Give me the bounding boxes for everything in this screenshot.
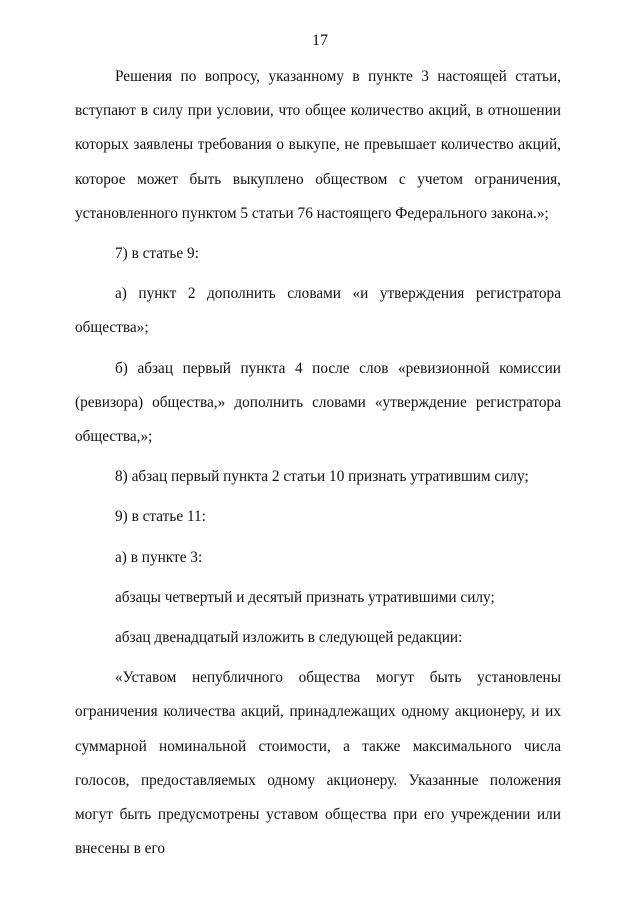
- paragraph-item-9: 9) в статье 11:: [115, 508, 206, 526]
- paragraph-abzac-12: абзац двенадцатый изложить в следующей редакции:: [115, 629, 463, 647]
- paragraph-item-7a: а) пункт 2 дополнить словами «и утверждения регистратора общества»;: [75, 285, 561, 337]
- paragraph-charter-quote: «Уставом непубличного общества могут быть установлены ограничения количества акций, принадлежащих одному акционеру, и их суммарной номинальной стоимости, а также максимального числа голосов, предоставляемых одному акционеру. Указанные положения могут быть предусмотрены уставом общества при его учреждении или внесены в его: [75, 669, 561, 858]
- paragraph-item-7: 7) в статье 9:: [115, 245, 199, 263]
- paragraph-item-7b: б) абзац первый пункта 4 после слов «ревизионной комиссии (ревизора) общества,» дополнить словами «утверждение регистратора общества,»;: [75, 359, 561, 446]
- paragraph-item-8: 8) абзац первый пункта 2 статьи 10 признать утратившим силу;: [115, 468, 529, 486]
- paragraph-abzacy-repeal: абзацы четвертый и десятый признать утратившими силу;: [115, 588, 495, 606]
- page-number: 17: [312, 32, 328, 49]
- paragraph-decisions-effect: Решения по вопросу, указанному в пункте 3 настоящей статьи, вступают в силу при условии, что общее количество акций, в отношении которых заявлены требования о выкупе, не превышает количество акций, которое может быть выкуплено обществом с учетом ограничения, установленного пунктом 5 статьи 76 настоящего Федерального закона.»;: [75, 68, 561, 222]
- paragraph-item-9a: а) в пункте 3:: [115, 548, 203, 566]
- document-body: [75, 60, 561, 872]
